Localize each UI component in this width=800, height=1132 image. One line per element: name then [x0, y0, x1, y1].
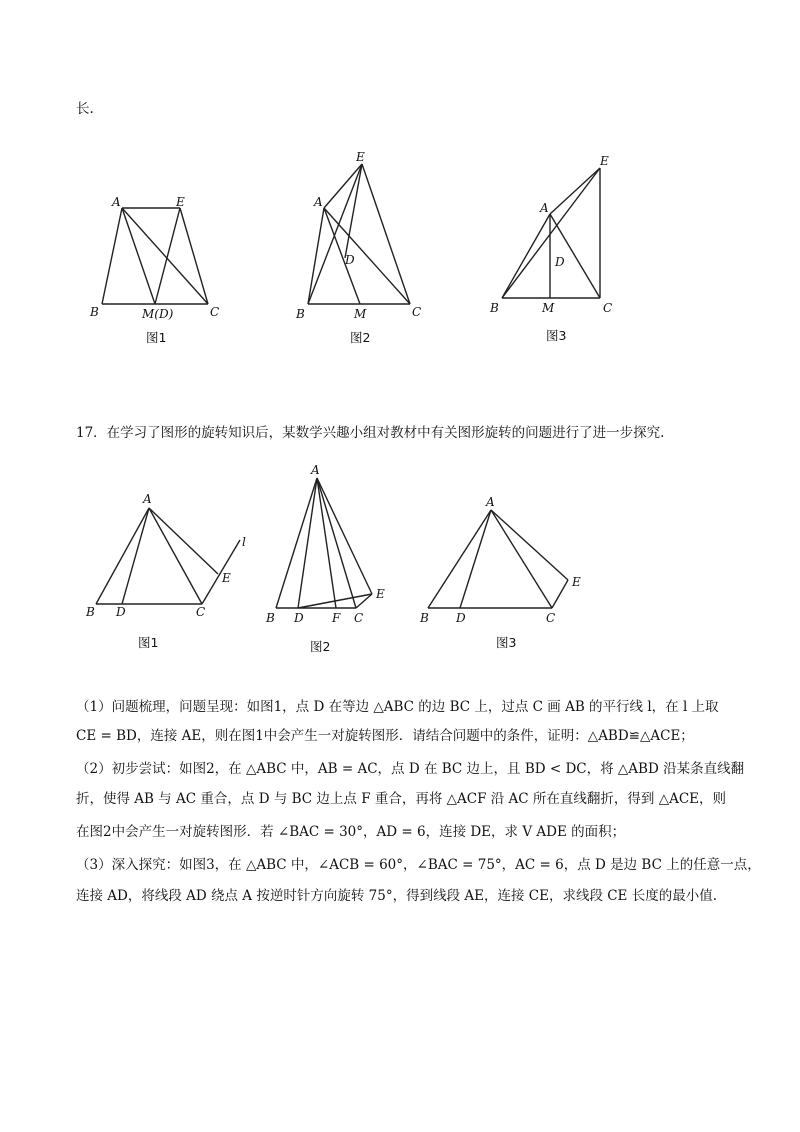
p17-fig3-label-d: D: [456, 611, 466, 625]
p17-fig2-label-d: D: [294, 611, 304, 625]
p17-fig2-label-a: A: [311, 463, 320, 477]
fig3-label-a: A: [540, 201, 549, 215]
fig1-caption: 图1: [146, 330, 167, 345]
p17-fig3-label-b: B: [420, 611, 429, 625]
p17-fig1-label-l: l: [242, 535, 246, 549]
problem-line-3: （2）初步尝试：如图2，在 △ABC 中，AB = AC，点 D 在 BC 边上，且 BD < DC，将 △ABD 沿某条直线翻: [76, 761, 745, 777]
fig1-label-b: B: [90, 305, 99, 319]
fig2-caption: 图2: [350, 330, 371, 345]
fig1-label-e: E: [176, 195, 185, 209]
fig2-label-e: E: [356, 150, 365, 164]
p17-fig3-caption: 图3: [496, 635, 517, 650]
p17-fig1-caption: 图1: [138, 635, 159, 650]
problem-line-5: 在图2中会产生一对旋转图形．若 ∠BAC = 30°，AD = 6，连接 DE，求 V ADE 的面积；: [76, 824, 626, 840]
p17-fig3-label-e: E: [572, 575, 581, 589]
p17-fig1-label-c: C: [196, 605, 206, 619]
fig2-label-b: B: [296, 307, 305, 321]
p17-fig3-label-a: A: [486, 495, 495, 509]
p17-fig1-geometry: [96, 508, 240, 604]
fig1-label-a: A: [112, 195, 121, 209]
problem-line-1: （1）问题梳理，问题呈现：如图1，点 D 在等边 △ABC 的边 BC 上，过点 C 画 AB 的平行线 l，在 l 上取: [76, 699, 719, 715]
fig3-label-e: E: [600, 154, 609, 168]
fig2-label-m: M: [354, 307, 367, 321]
fig3-caption: 图3: [546, 328, 567, 343]
p17-fig1-label-e: E: [222, 571, 231, 585]
p17-fig2-caption: 图2: [310, 639, 331, 654]
problem-line-6: （3）深入探究：如图3，在 △ABC 中，∠ACB = 60°，∠BAC = 75°，AC = 6，点 D 是边 BC 上的任意一点，: [76, 857, 761, 873]
p17-fig1-label-a: A: [143, 492, 152, 506]
fig3-label-m: M: [542, 301, 555, 315]
p17-fig2-label-c: C: [354, 611, 364, 625]
fig1-label-m: M(D): [142, 307, 174, 321]
fig1-label-c: C: [210, 305, 220, 319]
fig2-label-c: C: [412, 305, 422, 319]
p17-fig1-label-b: B: [86, 605, 95, 619]
fig3-label-b: B: [490, 301, 499, 315]
problem-line-7: 连接 AD，将线段 AD 绕点 A 按逆时针方向旋转 75°，得到线段 AE，连接 CE，求线段 CE 长度的最小值.: [76, 888, 717, 904]
fig2-label-a: A: [314, 195, 323, 209]
p17-fig2-geometry: [276, 478, 372, 608]
problem17-intro: 17．在学习了图形的旋转知识后，某数学兴趣小组对教材中有关图形旋转的问题进行了进一步探究.: [76, 425, 665, 441]
top-fragment: 长.: [76, 101, 94, 117]
p17-fig1-label-d: D: [116, 605, 126, 619]
fig2-label-d: D: [345, 253, 355, 267]
problem-line-2: CE = BD，连接 AE，则在图1中会产生一对旋转图形．请结合问题中的条件，证明：△ABD≌△ACE；: [76, 728, 694, 744]
p17-fig2-label-b: B: [266, 611, 275, 625]
p17-fig2-label-f: F: [332, 611, 341, 625]
p17-fig3-geometry: [428, 510, 568, 608]
problem-line-4: 折，使得 AB 与 AC 重合，点 D 与 BC 边上点 F 重合，再将 △ACF 沿 AC 所在直线翻折，得到 △ACE，则: [76, 791, 727, 807]
fig3-label-d: D: [555, 255, 565, 269]
fig3-label-c: C: [603, 301, 613, 315]
p17-fig2-label-e: E: [376, 587, 385, 601]
p17-fig3-label-c: C: [546, 611, 556, 625]
